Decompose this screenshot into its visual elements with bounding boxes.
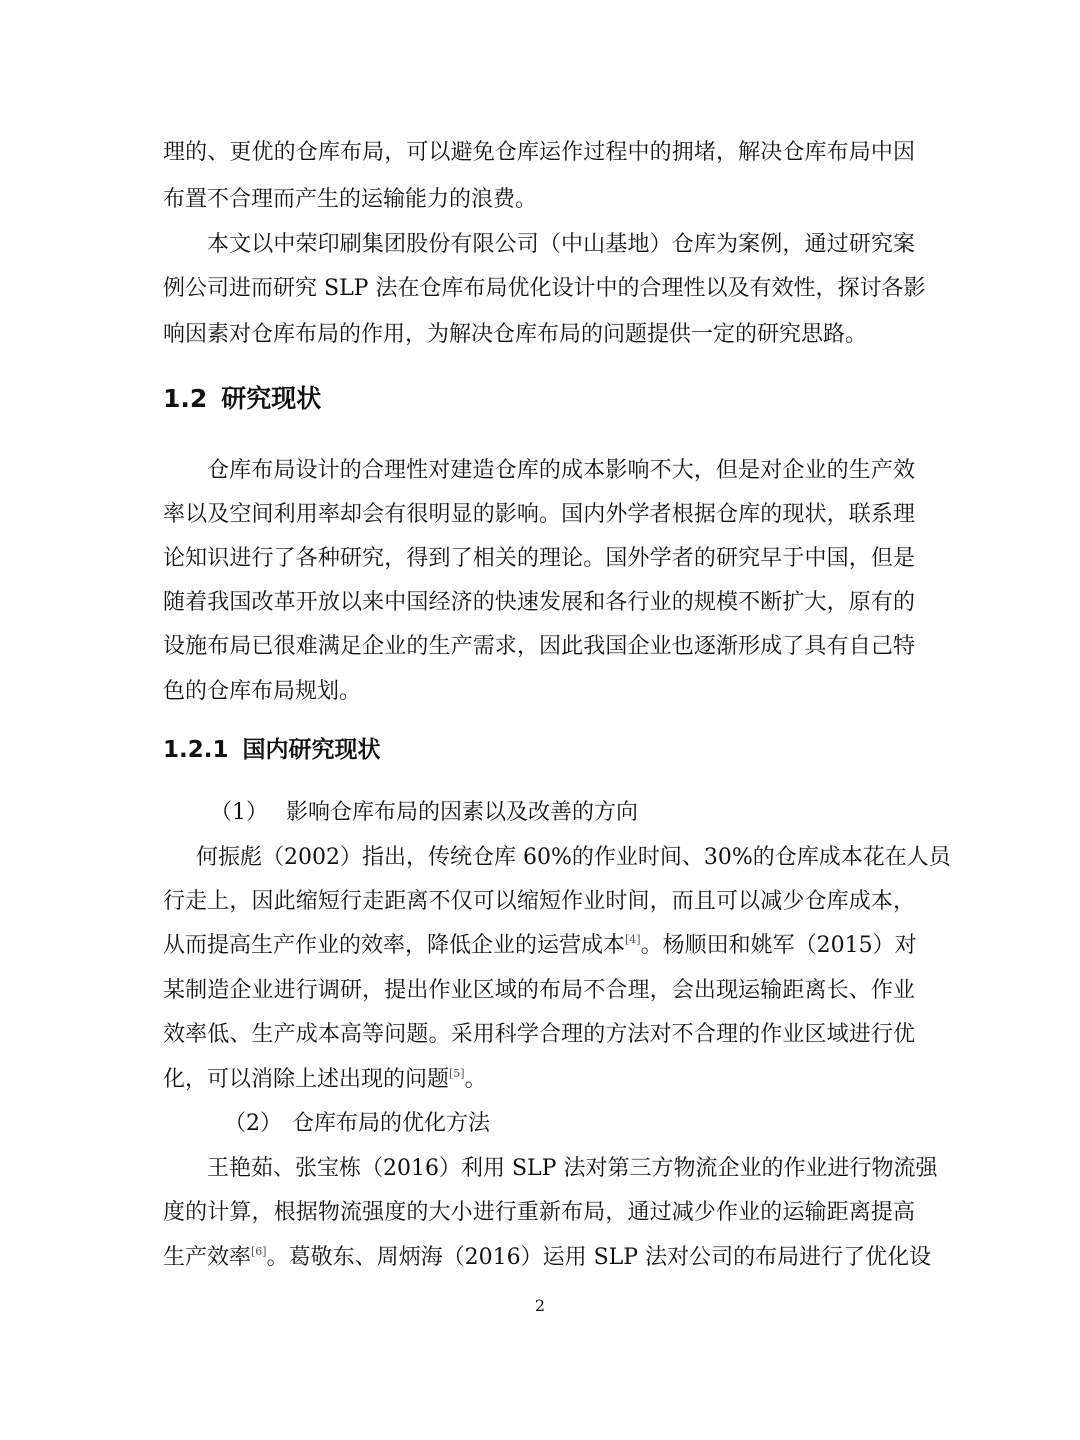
paragraph-start: 何振彪（2002）指出，传统仓库 60%的作业时间、30%的仓库成本花在人员 xyxy=(196,845,951,870)
subsection-number: 1.2.1 xyxy=(163,737,229,763)
text-line: 设施布局已很难满足企业的生产需求，因此我国企业也逐渐形成了具有自己特 xyxy=(163,634,915,659)
text-segment: 从而提高生产作业的效率，降低企业的运营成本 xyxy=(163,933,626,958)
text-line xyxy=(163,1241,932,1275)
text-line: 理的、更优的仓库布局，可以避免仓库运作过程中的拥堵，解决仓库布局中因 xyxy=(163,140,915,165)
subsection-heading xyxy=(163,733,381,767)
text-line: 效率低、生产成本高等问题。采用科学合理的方法对不合理的作业区域进行优 xyxy=(163,1022,915,1047)
paragraph-start: 仓库布局设计的合理性对建造仓库的成本影响不大，但是对企业的生产效 xyxy=(207,458,915,483)
subsection-title: 国内研究现状 xyxy=(242,737,381,763)
text-segment: 。葛敬东、周炳海（2016）运用 SLP 法对公司的布局进行了优化设 xyxy=(266,1245,932,1270)
list-item xyxy=(224,1107,914,1141)
list-item-text: 影响仓库布局的因素以及改善的方向 xyxy=(286,800,639,825)
list-item xyxy=(210,796,910,830)
text-line: 某制造企业进行调研，提出作业区域的布局不合理，会出现运输距离长、作业 xyxy=(163,978,915,1003)
paragraph-start: 王艳茹、张宝栋（2016）利用 SLP 法对第三方物流企业的作业进行物流强 xyxy=(207,1156,938,1181)
text-line: 率以及空间利用率却会有很明显的影响。国内外学者根据仓库的现状，联系理 xyxy=(163,502,915,527)
text-line: 例公司进而研究 SLP 法在仓库布局优化设计中的合理性以及有效性，探讨各影 xyxy=(163,276,926,301)
text-segment: 生产效率 xyxy=(163,1245,252,1270)
section-number: 1.2 xyxy=(163,384,208,413)
list-item-label: （1） xyxy=(210,800,268,825)
citation-ref: [4] xyxy=(625,933,641,946)
list-item-label: （2） xyxy=(224,1111,282,1136)
section-title: 研究现状 xyxy=(221,384,322,413)
citation-ref: [6] xyxy=(251,1245,267,1258)
text-line: 行走上，因此缩短行走距离不仅可以缩短作业时间，而且可以减少仓库成本， xyxy=(163,889,915,914)
text-segment: 。 xyxy=(464,1067,487,1092)
text-segment: 化，可以消除上述出现的问题 xyxy=(163,1067,450,1092)
text-line: 色的仓库布局规划。 xyxy=(163,679,362,704)
text-line: 度的计算，根据物流强度的大小进行重新布局，通过减少作业的运输距离提高 xyxy=(163,1200,915,1225)
text-line: 论知识进行了各种研究，得到了相关的理论。国外学者的研究早于中国，但是 xyxy=(163,546,915,571)
text-line: 布置不合理而产生的运输能力的浪费。 xyxy=(163,187,538,212)
text-line: 响因素对仓库布局的作用，为解决仓库布局的问题提供一定的研究思路。 xyxy=(163,322,868,347)
text-line xyxy=(163,1063,915,1097)
text-line xyxy=(163,929,915,963)
section-heading xyxy=(163,381,321,417)
text-segment: 。杨顺田和姚军（2015）对 xyxy=(640,933,917,958)
paragraph-start: 本文以中荣印刷集团股份有限公司（中山基地）仓库为案例，通过研究案 xyxy=(207,232,915,257)
list-item-text: 仓库布局的优化方法 xyxy=(292,1111,491,1136)
text-line: 随着我国改革开放以来中国经济的快速发展和各行业的规模不断扩大，原有的 xyxy=(163,590,915,615)
citation-ref: [5] xyxy=(449,1067,465,1080)
page-number: 2 xyxy=(534,1296,546,1315)
